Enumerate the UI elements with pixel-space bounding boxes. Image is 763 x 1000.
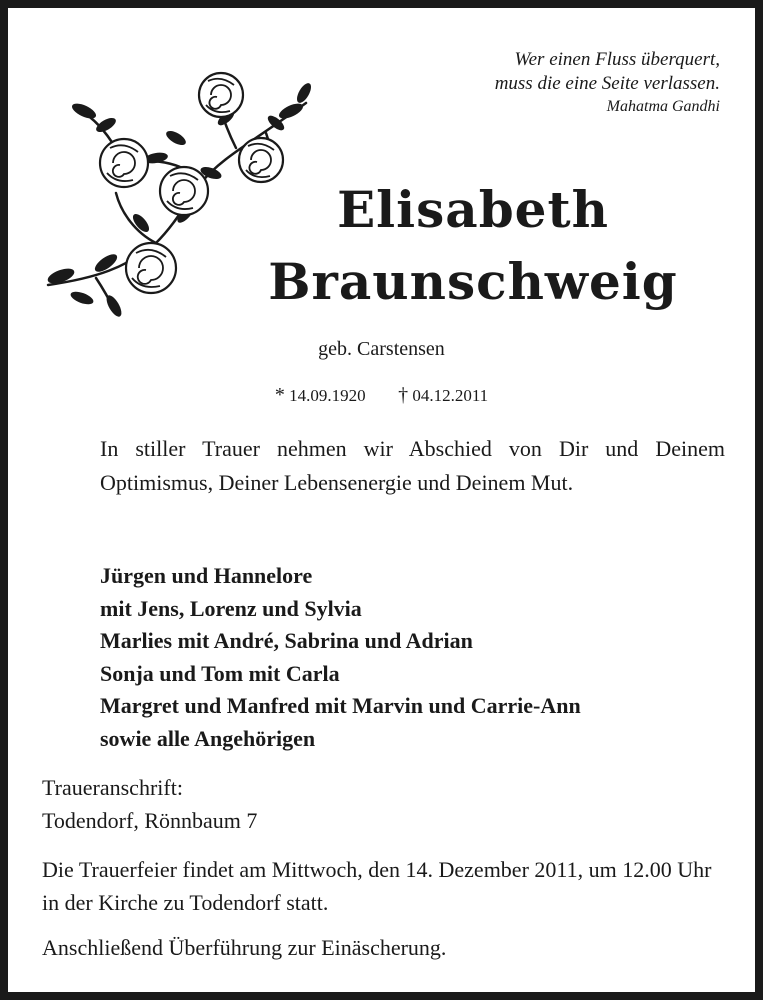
life-dates [8,384,755,407]
address-label: Traueranschrift: [42,775,183,800]
first-name: Elisabeth [337,180,609,239]
mourning-address [42,771,257,837]
family-line: Marlies mit André, Sabrina und Adrian [100,628,473,653]
birth-date: 14.09.1920 [289,386,366,405]
birth-symbol: * [274,384,285,406]
maiden-name: geb. Carstensen [318,338,445,360]
family-line: sowie alle Angehörigen [100,725,316,751]
transfer-info: Anschließend Überführung zur Einäscherung. [42,935,447,960]
last-name: Braunschweig [268,252,678,311]
quote-author: Mahatma Gandhi [606,98,720,115]
quote-line-1: Wer einen Fluss überquert, [514,49,720,70]
family-line: Jürgen und Hannelore [100,563,313,588]
family-line: mit Jens, Lorenz und Sylvia [100,595,362,621]
mourning-message: In stiller Trauer nehmen wir Abschied von Dir und Deinem Optimismus, Deiner Lebensenergie und Deinem Mut. [100,436,725,495]
quote-line-2: muss die eine Seite verlassen. [494,73,720,94]
gandhi-quote [495,48,720,118]
ceremony-info: Die Trauerfeier findet am Mittwoch, den 14. Dezember 2011, um 12.00 Uhr in der Kirche zu Todendorf statt. [42,857,712,915]
family-list [100,560,740,755]
death-symbol: † [398,384,409,406]
death-date: 04.12.2011 [412,386,489,405]
address-value: Todendorf, Rönnbaum 7 [42,808,258,833]
family-line: Margret und Manfred mit Marvin und Carrie-Ann [100,693,581,718]
deceased-name [248,178,698,322]
family-line: Sonja und Tom mit Carla [100,660,340,686]
